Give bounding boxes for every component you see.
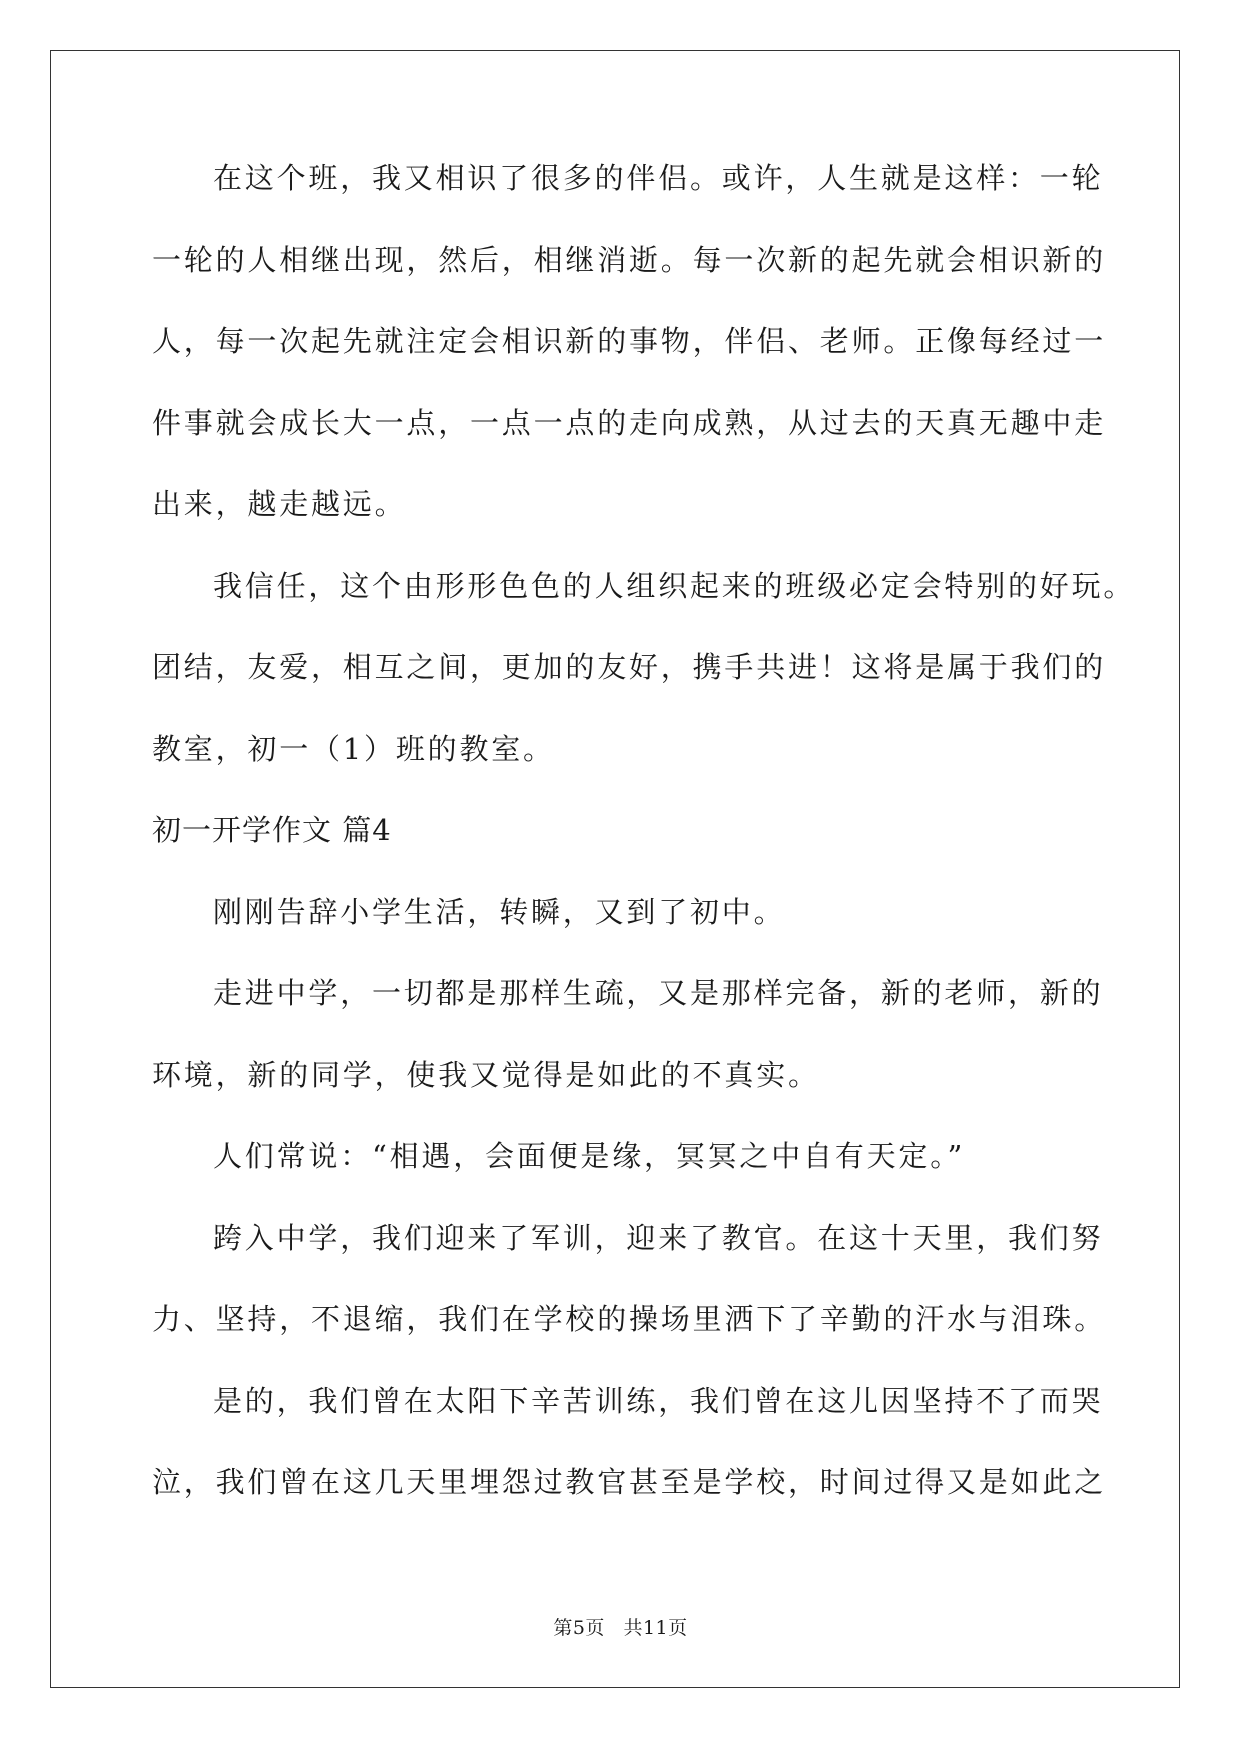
text-line: 人，每一次起先就注定会相识新的事物，伴侣、老师。正像每经过一 (152, 324, 1107, 358)
text-line: 一轮的人相继出现，然后，相继消逝。每一次新的起先就会相识新的 (152, 242, 1107, 277)
text-line: 力、坚持，不退缩，我们在学校的操场里洒下了辛勤的汗水与泪珠。 (152, 1302, 1107, 1336)
text-line: 我信任，这个由形形色色的人组织起来的班级必定会特别的好玩。 (213, 568, 1136, 603)
page-footer (0, 1616, 1241, 1640)
page-total: 共11页 (623, 1617, 688, 1639)
text-line: 教室，初一（1）班的教室。 (152, 731, 555, 766)
document-body (152, 158, 1136, 1544)
text-line: 环境，新的同学，使我又觉得是如此的不真实。 (152, 1057, 820, 1092)
section-heading: 初一开学作文 篇4 (152, 813, 392, 847)
text-line: 件事就会成长大一点，一点一点的走向成熟，从过去的天真无趣中走 (152, 405, 1107, 440)
text-line: 人们常说：“相遇，会面便是缘，冥冥之中自有天定。” (213, 1139, 966, 1173)
text-line: 走进中学，一切都是那样生疏，又是那样完备，新的老师，新的 (213, 976, 1104, 1010)
page-number: 第5页 (553, 1617, 605, 1639)
text-line: 团结，友爱，相互之间，更加的友好，携手共进！这将是属于我们的 (152, 650, 1107, 684)
text-line: 出来，越走越远。 (152, 487, 407, 521)
text-line: 在这个班，我又相识了很多的伴侣。或许，人生就是这样：一轮 (213, 161, 1104, 195)
text-line: 泣，我们曾在这几天里埋怨过教官甚至是学校，时间过得又是如此之 (152, 1465, 1107, 1499)
text-line: 刚刚告辞小学生活，转瞬，又到了初中。 (213, 894, 786, 929)
text-line: 跨入中学，我们迎来了军训，迎来了教官。在这十天里，我们努 (213, 1220, 1104, 1255)
text-line: 是的，我们曾在太阳下辛苦训练，我们曾在这儿因坚持不了而哭 (213, 1383, 1104, 1418)
